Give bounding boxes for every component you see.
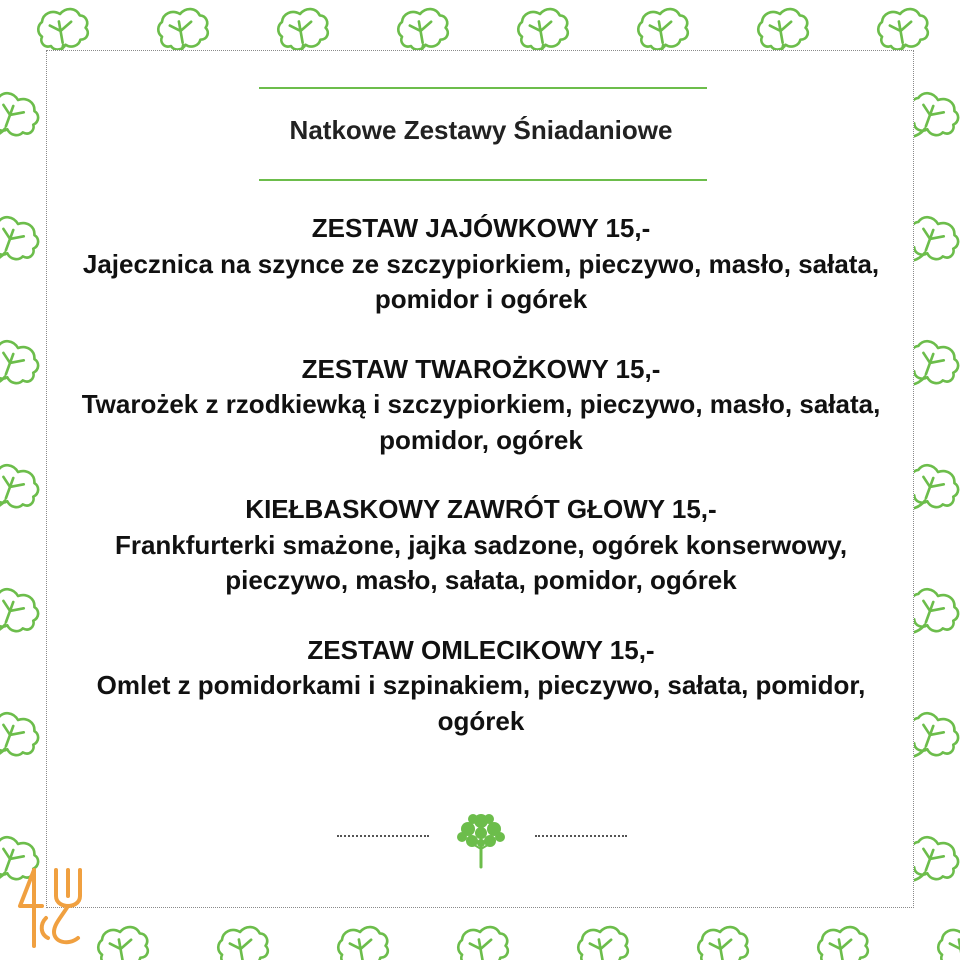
set-name: ZESTAW OMLECIKOWY 15,- <box>307 634 655 665</box>
parsley-icon <box>216 924 273 960</box>
set-description: Frankfurterki smażone, jajka sadzone, ogórek konserwowy, pieczywo, masło, sałata, pomidor, ogórek <box>114 529 848 595</box>
parsley-icon <box>816 924 873 960</box>
parsley-icon <box>576 924 633 960</box>
set-name: ZESTAW TWAROŻKOWY 15,- <box>301 353 661 384</box>
title-bottom-rule <box>259 179 707 181</box>
footer-ornament <box>47 811 915 871</box>
parsley-icon <box>0 585 43 648</box>
dotted-divider-left <box>337 835 429 837</box>
parsley-icon <box>336 924 393 960</box>
parsley-icon <box>0 461 43 524</box>
parsley-icon <box>96 924 153 960</box>
parsley-icon <box>0 709 43 772</box>
set-name: KIEŁBASKOWY ZAWRÓT GŁOWY 15,- <box>245 494 717 524</box>
set-item <box>47 211 915 318</box>
menu-card <box>46 50 914 908</box>
parsley-icon <box>456 924 513 960</box>
set-description: Omlet z pomidorkami i szpinakiem, pieczywo, sałata, pomidor, ogórek <box>96 670 866 736</box>
parsley-icon <box>696 924 753 960</box>
set-description: Twarożek z rzodkiewką i szczypiorkiem, pieczywo, masło, sałata, pomidor, ogórek <box>81 389 881 455</box>
title-top-rule <box>259 87 707 89</box>
dotted-divider-right <box>535 835 627 837</box>
breakfast-set-list <box>47 211 915 773</box>
set-item <box>47 492 915 599</box>
parsley-icon <box>0 213 43 276</box>
parsley-sprig-icon <box>453 811 509 869</box>
set-item <box>47 633 915 740</box>
parsley-icon <box>0 89 43 152</box>
menu-title: Natkowe Zestawy Śniadaniowe <box>289 115 673 145</box>
parsley-icon <box>0 337 43 400</box>
parsley-icon <box>936 924 960 960</box>
fork-logo-icon <box>12 866 92 950</box>
set-description: Jajecznica na szynce ze szczypiorkiem, pieczywo, masło, sałata, pomidor i ogórek <box>82 248 880 314</box>
set-name: ZESTAW JAJÓWKOWY 15,- <box>311 213 651 243</box>
set-item <box>47 352 915 459</box>
